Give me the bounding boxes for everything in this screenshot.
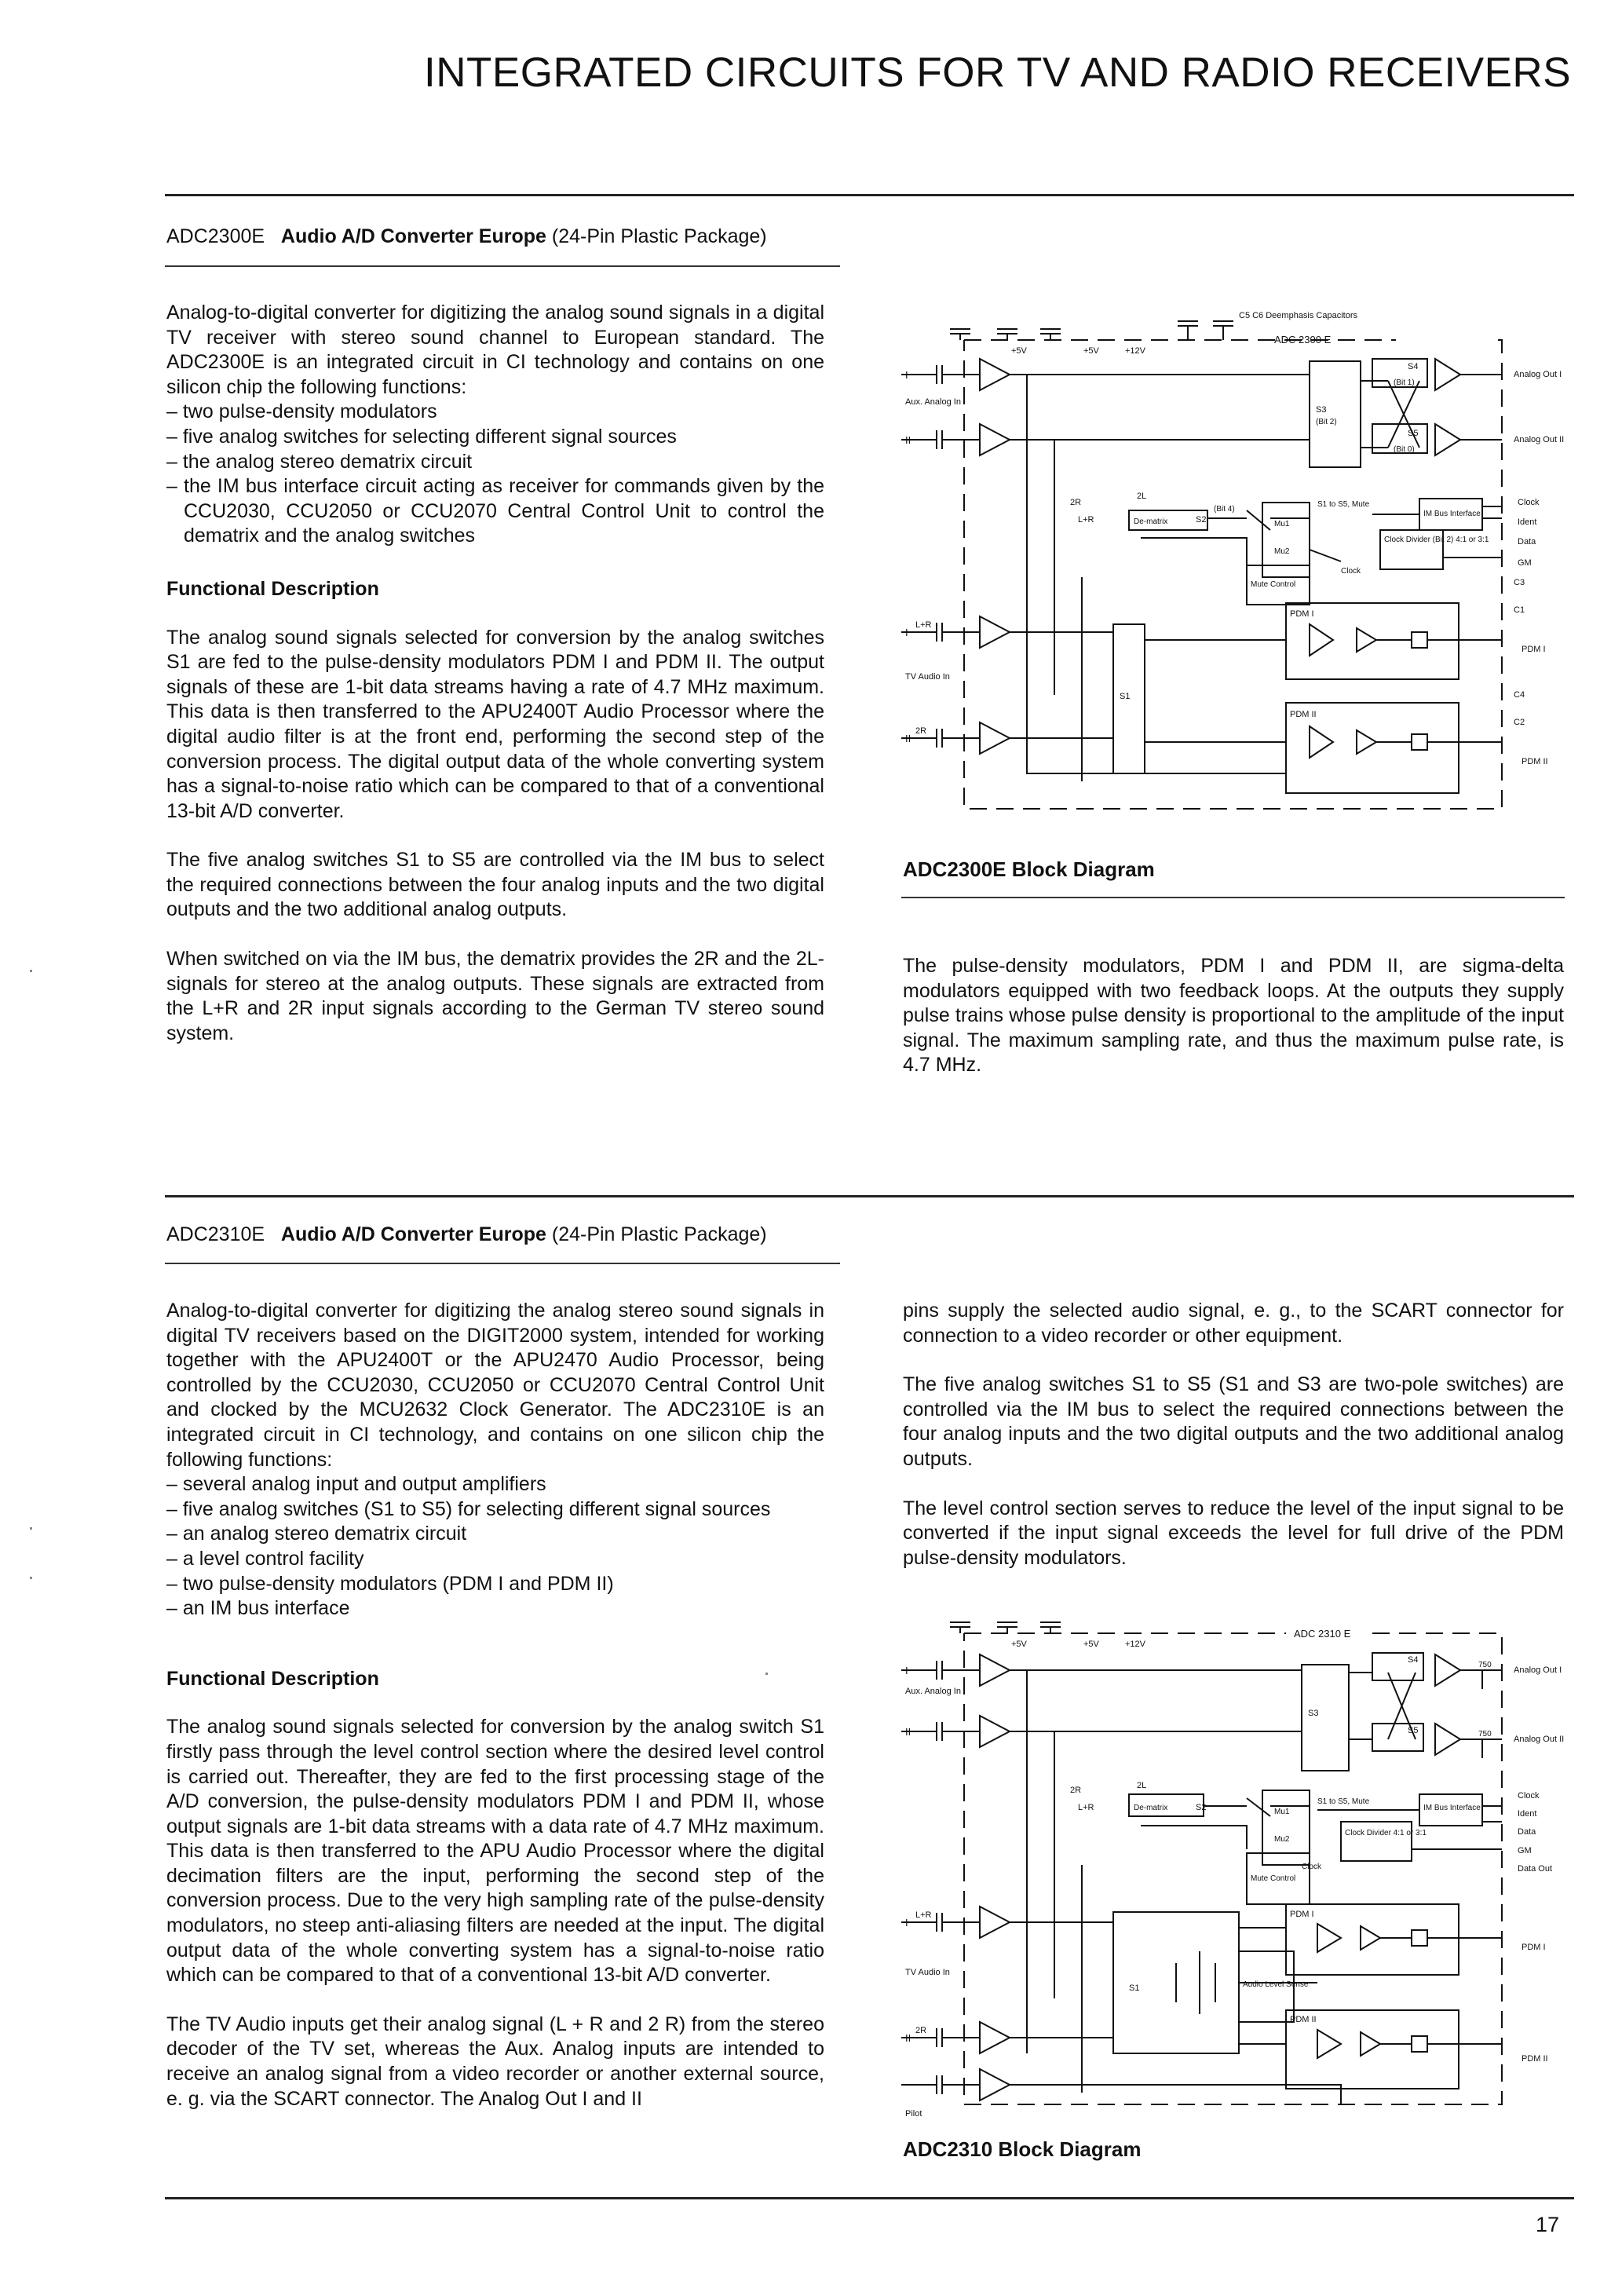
section2-left-column <box>166 1299 824 2136</box>
section2-right-p1: pins supply the selected audio signal, e. g., to the SCART connector for connection to a video recorder or other equipment. <box>903 1300 1564 1347</box>
diagram1-clock: Clock <box>1518 498 1540 507</box>
adc2310-block-diagram <box>901 1614 1578 2132</box>
section1-title: Audio A/D Converter Europe <box>280 225 546 247</box>
diagram2-r2: 2R <box>1070 1786 1082 1795</box>
section2-heading <box>166 1223 767 1246</box>
list-item: – the analog stereo dematrix circuit <box>166 450 824 475</box>
diagram1-clock-in: Clock <box>1341 567 1361 576</box>
diagram2-clock: Clock <box>1518 1791 1540 1801</box>
list-item: – an analog stereo dematrix circuit <box>166 1522 824 1547</box>
diagram2-s3: S3 <box>1308 1709 1319 1718</box>
section1-part: ADC2300E <box>166 225 265 247</box>
list-item: – a level control facility <box>166 1547 824 1572</box>
diagram1-s2: S2 <box>1196 515 1207 525</box>
list-item: – two pulse-density modulators <box>166 400 824 425</box>
diagram2-s1to5: S1 to S5, Mute <box>1317 1797 1370 1806</box>
diagram1-tv-label: TV Audio In <box>905 672 950 682</box>
section1-function-list <box>166 400 824 549</box>
diagram2-mu1: Mu1 <box>1274 1808 1290 1816</box>
diagram1-mu2: Mu2 <box>1274 547 1290 556</box>
diagram1-supply-1: +5V <box>1011 346 1027 356</box>
diagram2-gm: GM <box>1518 1846 1532 1855</box>
diagram1-out2: Analog Out II <box>1514 435 1565 444</box>
diagram2-pilot-label: Pilot <box>905 2109 922 2119</box>
scan-speck <box>765 1673 768 1675</box>
section2-func-p2: The TV Audio inputs get their analog signal (L + R and 2 R) from the stereo decoder of the TV set, whereas the Aux. Analog inputs are intended to receive an analog signal from a video recorder or another external source, e. g. via the SCART connector. The Analog Out I and II <box>166 2013 824 2110</box>
diagram2-clockdiv: Clock Divider 4:1 or 3:1 <box>1345 1829 1427 1837</box>
diagram1-imbus: IM Bus Interface <box>1423 510 1481 518</box>
section1-func-p2: The five analog switches S1 to S5 are controlled via the IM bus to select the required connections between the four analog inputs and the two digital outputs and the two additional analog outputs. <box>166 849 824 921</box>
page-number: 17 <box>1535 2213 1559 2236</box>
diagram2-mu2: Mu2 <box>1274 1835 1290 1844</box>
diagram1-pdm2-out: PDM II <box>1522 757 1548 766</box>
diagram2-l2: 2L <box>1137 1781 1147 1790</box>
diagram2-chip-label: ADC 2310 E <box>1294 1628 1351 1640</box>
diagram1-c1: C1 <box>1514 605 1525 615</box>
section2-heading-rule <box>165 1263 840 1264</box>
section1-func-p1: The analog sound signals selected for conversion by the analog switches S1 are fed to the pulse-density modulators PDM I and PDM II. The output signals of these are 1-bit data streams having a rate of 4.7 MHz maximum. This data is then transferred to the APU2400T Audio Processor where the digital audio filter is at the front end, performing the second step of the conversion process. The digital output data of the whole converting system has a signal-to-noise ratio which can be compared to that of a conventional 13-bit A/D converter. <box>166 626 824 822</box>
section1-heading <box>166 225 767 248</box>
diagram1-pdm1-label: PDM I <box>1290 609 1314 619</box>
diagram2-dataout: Data Out <box>1518 1864 1553 1874</box>
diagram1-lr-input: L+R <box>915 620 932 630</box>
section1-diagram-caption: ADC2300E Block Diagram <box>903 857 1155 881</box>
header-rule <box>165 194 1574 196</box>
scan-speck <box>30 970 32 972</box>
diagram2-data: Data <box>1518 1827 1536 1837</box>
section2-intro: Analog-to-digital converter for digitizing the analog stereo sound signals in digital TV receivers based on the DIGIT2000 system, intended for working together with the APU2400T or the APU2470 Audio Processor, being controlled by the CCU2030, CCU2050 or CCU2070 Central Control Unit and clocked by the MCU2632 Clock Generator. The ADC2310E is an integrated circuit in CI technology, and contains on one silicon chip the following functions: <box>166 1300 824 1471</box>
diagram2-in-I-aux: I <box>905 1665 908 1676</box>
diagram1-c4: C4 <box>1514 690 1525 700</box>
section1-func-p3: When switched on via the IM bus, the dematrix provides the 2R and the 2L-signals for stereo at the analog outputs. These signals are extracted from the L+R and 2R input signals according to the German TV stereo sound system. <box>166 948 824 1044</box>
diagram1-in-II-tv: II <box>905 733 911 744</box>
diagram1-s3: S3 <box>1316 405 1327 415</box>
diagram2-r750b: 750 <box>1478 1730 1492 1738</box>
diagram2-in-I-tv: I <box>905 1917 908 1929</box>
list-item: – two pulse-density modulators (PDM I and PDM II) <box>166 1572 824 1597</box>
section1-left-column <box>166 301 824 1070</box>
diagram1-mu1: Mu1 <box>1274 520 1290 528</box>
diagram1-r2-input: 2R <box>915 726 927 736</box>
section1-intro: Analog-to-digital converter for digitizing the analog sound signals in a digital TV receiver with stereo sound channel to European standard. The ADC2300E is an integrated circuit in CI technology and contains on one silicon chip the following functions: <box>166 302 824 398</box>
diagram1-s4: S4 <box>1408 362 1419 371</box>
section1-right-column <box>903 954 1564 1102</box>
diagram1-clockdiv: Clock Divider (Bit 2) 4:1 or 3:1 <box>1384 536 1489 544</box>
section2-part: ADC2310E <box>166 1223 265 1245</box>
diagram1-in-I-tv: I <box>905 627 908 638</box>
diagram1-data: Data <box>1518 537 1536 547</box>
diagram1-bit2: (Bit 2) <box>1316 418 1337 426</box>
diagram1-chip-label: ADC 2300 E <box>1274 334 1332 345</box>
list-item: – the IM bus interface circuit acting as receiver for commands given by the CCU2030, CCU2050 or CCU2070 Central Control Unit to control the dematrix and the analog switches <box>166 474 824 549</box>
diagram1-gm: GM <box>1518 558 1532 568</box>
diagram2-in-II-tv: II <box>905 2032 911 2044</box>
section1-functional-heading: Functional Description <box>166 577 379 600</box>
diagram2-s2: S2 <box>1196 1803 1207 1812</box>
scan-speck <box>30 1527 32 1530</box>
diagram2-pdm2-label: PDM II <box>1290 2015 1317 2024</box>
diagram2-tv-label: TV Audio In <box>905 1968 950 1977</box>
diagram1-pdm2-label: PDM II <box>1290 710 1317 719</box>
diagram2-dematrix: De-matrix <box>1134 1804 1168 1812</box>
list-item: – several analog input and output amplifiers <box>166 1472 824 1497</box>
diagram2-r750a: 750 <box>1478 1661 1492 1669</box>
diagram2-out1: Analog Out I <box>1514 1665 1562 1675</box>
section2-package: (24-Pin Plastic Package) <box>551 1223 767 1245</box>
diagram1-in-I-aux: I <box>905 369 908 381</box>
diagram1-s1to5: S1 to S5, Mute <box>1317 500 1370 509</box>
section2-title: Audio A/D Converter Europe <box>280 1223 546 1245</box>
diagram1-supply-2: +5V <box>1083 346 1099 356</box>
diagram2-audio-level: Audio Level Sense <box>1243 1980 1309 1989</box>
diagram2-pdm1-label: PDM I <box>1290 1910 1314 1919</box>
section2-func-p1: The analog sound signals selected for conversion by the analog switch S1 firstly pass through the level control section where the desired level control is carried out. Thereafter, they are fed to the first processing stage of the A/D conversion, the pulse-density modulators PDM I and PDM II, whose output signals are 1-bit data streams with a data rate of 4.7 MHz maximum. This data is then transferred to the APU Audio Processor where the digital decimation filters are the input, performing the second step of the conversion process. Due to the very high sampling rate of the pulse-density modulators, no steep anti-aliasing filters are needed at the input. The digital output data of the whole converting system has a signal-to-noise ratio which can be compared to that of a conventional 13-bit A/D converter. <box>166 1716 824 1987</box>
diagram1-supply-3: +12V <box>1125 346 1145 356</box>
section1-heading-rule <box>165 265 840 267</box>
diagram2-pdm1-out: PDM I <box>1522 1943 1546 1952</box>
diagram2-lr-input: L+R <box>915 1910 932 1920</box>
footer-rule <box>165 2197 1574 2199</box>
diagram2-clock-in: Clock <box>1302 1863 1322 1871</box>
diagram2-imbus: IM Bus Interface <box>1423 1804 1481 1812</box>
diagram1-c3: C3 <box>1514 578 1525 587</box>
section2-right-p3: The level control section serves to reduce the level of the input signal to be converted if the input signal exceeds the level for full drive of the PDM pulse-density modulators. <box>903 1497 1564 1569</box>
diagram1-s1: S1 <box>1120 692 1131 701</box>
diagram1-c2: C2 <box>1514 718 1525 727</box>
diagram2-s4: S4 <box>1408 1655 1419 1665</box>
diagram1-lr: L+R <box>1078 515 1094 525</box>
diagram2-supply-2: +5V <box>1083 1640 1099 1649</box>
section2-right-p2: The five analog switches S1 to S5 (S1 and S3 are two-pole switches) are controlled via the IM bus to select the required connections between the four analog inputs and the two digital outputs and the two additional analog outputs. <box>903 1373 1564 1470</box>
section2-functional-heading: Functional Description <box>166 1667 379 1690</box>
diagram2-out2: Analog Out II <box>1514 1735 1565 1744</box>
diagram1-bit1: (Bit 1) <box>1394 378 1415 387</box>
section1-right-p1: The pulse-density modulators, PDM I and PDM II, are sigma-delta modulators equipped with two feedback loops. At the outputs they supply pulse trains whose pulse density is proportional to the amplitude of the input signal. The maximum sampling rate, and thus the maximum pulse rate, is 4.7 MHz. <box>903 955 1564 1077</box>
section2-top-rule <box>165 1195 1574 1197</box>
diagram2-in-II-aux: II <box>905 1726 911 1738</box>
section2-diagram-caption: ADC2310 Block Diagram <box>903 2137 1142 2161</box>
diagram2-mute-control: Mute Control <box>1251 1874 1296 1883</box>
diagram2-supply-3: +12V <box>1125 1640 1145 1649</box>
diagram2-s5: S5 <box>1408 1726 1419 1735</box>
diagram1-caps-label: C5 C6 Deemphasis Capacitors <box>1239 311 1358 320</box>
diagram1-s5: S5 <box>1408 429 1419 438</box>
diagram1-mute-control: Mute Control <box>1251 580 1296 589</box>
adc2300e-block-diagram <box>901 302 1578 828</box>
diagram2-r2-input: 2R <box>915 2026 927 2035</box>
diagram2-pdm2-out: PDM II <box>1522 2054 1548 2064</box>
diagram1-bit0: (Bit 0) <box>1394 445 1415 454</box>
diagram2-supply-1: +5V <box>1011 1640 1027 1649</box>
diagram1-ident: Ident <box>1518 517 1537 527</box>
list-item: – five analog switches (S1 to S5) for selecting different signal sources <box>166 1497 824 1523</box>
section2-right-column <box>903 1299 1564 1595</box>
diagram1-pdm1-out: PDM I <box>1522 645 1546 654</box>
diagram1-dematrix: De-matrix <box>1134 517 1168 526</box>
diagram1-r2: 2R <box>1070 498 1082 507</box>
list-item: – five analog switches for selecting different signal sources <box>166 425 824 450</box>
list-item: – an IM bus interface <box>166 1596 824 1621</box>
section1-caption-rule <box>901 897 1565 898</box>
section1-package: (24-Pin Plastic Package) <box>551 225 767 247</box>
diagram1-aux-label: Aux. Analog In <box>905 397 961 407</box>
section2-function-list <box>166 1472 824 1621</box>
scan-speck <box>30 1577 32 1579</box>
diagram1-in-II-aux: II <box>905 434 911 446</box>
diagram1-out1: Analog Out I <box>1514 370 1562 379</box>
diagram2-aux-label: Aux. Analog In <box>905 1687 961 1696</box>
diagram1-bit4: (Bit 4) <box>1214 505 1235 514</box>
page-header-title: INTEGRATED CIRCUITS FOR TV AND RADIO RECEIVERS <box>424 49 1572 96</box>
diagram2-ident: Ident <box>1518 1809 1537 1819</box>
diagram1-l2: 2L <box>1137 492 1147 501</box>
diagram2-s1: S1 <box>1129 1983 1140 1993</box>
diagram2-lr: L+R <box>1078 1803 1094 1812</box>
